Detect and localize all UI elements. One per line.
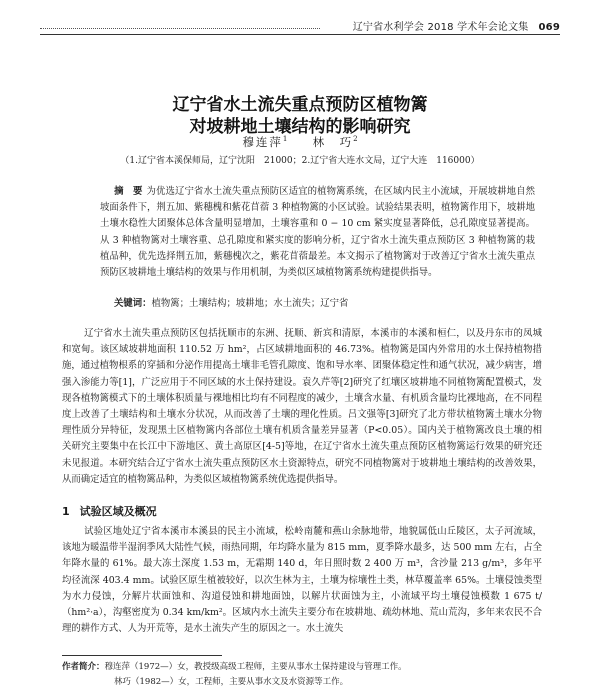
section-paragraph xyxy=(62,524,542,637)
paper-title-line-1: 辽宁省水土流失重点预防区植物篱 xyxy=(172,95,428,115)
header-dotted-rule xyxy=(40,28,320,30)
abstract-text: 为优选辽宁省水土流失重点预防区适宜的植物篱系统，在区域内民主小流域，开展坡耕地自然坡面条件下，荆五加、紫穗槐和紫花苜蓿 3 种植物篱的小区试验。试验结果表明，植物篱作用下，坡耕地土壤水稳性大团聚体总体含量明显增加，土壤容重和 0 − 10 cm 紧实度显著降低，总孔隙度显著提高。从 3 种植物篱对土壤容重、总孔隙度和紧实度的影响分析，辽宁省水土流失重点预防区 3 种植物篱的栽植品种，优先选择荆五加，紫穗槐次之，紫花苜蓿最差。本文揭示了植物篱对于改善辽宁省水土流失重点预防区坡耕地土壤结构的效果与作用机制，为类似区域植物篱系统构建提供指导。 xyxy=(100,186,535,279)
section-number: 1 xyxy=(62,505,70,518)
author-list xyxy=(0,134,600,150)
header-right xyxy=(353,18,560,33)
abstract-label: 摘 要 xyxy=(114,186,143,197)
footnote-text: 林巧（1982—）女，工程师，主要从事水文及水资源等工作。 xyxy=(114,677,349,687)
keywords-text: 植物篱；土壤结构；坡耕地；水土流失；辽宁省 xyxy=(151,298,349,309)
author-affiliation-mark: 2 xyxy=(353,135,358,144)
footnote-label: 作者简介： xyxy=(62,662,105,672)
keywords xyxy=(100,297,535,311)
section-heading xyxy=(62,503,167,519)
affiliations: （1.辽宁省本溪保师局，辽宁沈阳 21000；2.辽宁省大连水文局，辽宁大连 116000） xyxy=(120,156,480,166)
page-number: 069 xyxy=(538,22,560,33)
paper-title-line-2: 对坡耕地土壤结构的影响研究 xyxy=(189,117,411,137)
journal-name: 辽宁省水利学会 2018 学术年会论文集 xyxy=(352,22,529,33)
abstract xyxy=(100,184,535,281)
author-name: 林 巧 xyxy=(312,135,354,149)
author-affiliation-mark: 1 xyxy=(282,135,288,144)
intro-paragraph xyxy=(62,326,542,488)
footnote xyxy=(62,675,542,687)
section-title: 试验区域及概况 xyxy=(79,505,157,518)
footnote-rule xyxy=(62,655,222,656)
footnote-text: 穆连萍（1972—）女，教授级高级工程师，主要从事水土保持建设与管理工作。 xyxy=(104,662,407,672)
section-paragraph-text: 试验区地处辽宁省本溪市本溪县的民主小流域，松岭南麓和燕山余脉地带，地貌属低山丘陵区，太子河流域，该地为暖温带半湿润季风大陆性气候，雨热同期，年均降水量为 815 mm，夏季降水最多，达 500 mm 左右，占全年降水量的 61%。最大冻土深度 1.53 m，无霜期 140 d，年日照时数 2 400 万 m³，含沙量 213 g/m³，多年平均径流深 403.4 mm。试验区原生植被较好，以次生林为主，土壤为棕壤性土类，林草覆盖率 65%。土壤侵蚀类型为水力侵蚀，分解片状面蚀和、沟道侵蚀和耕地面蚀，以解片状面蚀为主，小流域平均土壤侵蚀模数 1 675 t/（hm²·a），沟壑密度为 0.34 km/km²。区域内水土流失主要分布在坡耕地、疏幼林地、荒山荒沟，多年来农民不合理的耕作方式、人为开荒等，是水土流失产生的原因之一。水土流失 xyxy=(62,526,543,635)
author-name: 穆连萍 xyxy=(242,135,283,149)
footnote xyxy=(62,660,542,672)
keywords-label: 关键词： xyxy=(114,298,152,309)
intro-paragraph-text: 辽宁省水土流失重点预防区包括抚顺市的东洲、抚顺、新宾和清原，本溪市的本溪和桓仁，以及丹东市的凤城和宽甸。该区域坡耕地面积 110.52 万 hm²，占区域耕地面积的 46.73%。植物篱是国内外常用的水土保持植物措施，通过植物根系的穿插和分泌作用提高土壤非毛管孔隙度、饱和导水率、团聚体稳定性和通气状况，减少病害，增强入渗能力等[1]，广泛应用于不同区域的水土保持建设。袁久芹等[2]研究了红壤区坡耕地不同植物篱配置模式，发现各植物篱模式下的土壤体积质量与裸地相比均有不同程度的减少，土壤含水量、有机质含量均比裸地高，在不同程度上改善了土壤结构和土壤水分状况，从而改善了土壤的理化性质。吕文强等[3]研究了北方带状植物篱土壤水分物理性质分异特征，发现黑土区植物篱内各部位土壤有机质含量差异显著（P<0.05）。国内关于植物篱改良土壤的相关研究主要集中在长江中下游地区、黄土高原区[4-5]等地，在辽宁省水土流失重点预防区植物篱运行效果的研究还未见报道。本研究结合辽宁省水土流失重点预防区水土资源特点，研究不同植物篱对于坡耕地土壤结构的改善效果，从而确定适宜的植物篱品种，为类似区域植物篱系统优选提供指导。 xyxy=(62,328,542,485)
running-header xyxy=(40,18,560,35)
